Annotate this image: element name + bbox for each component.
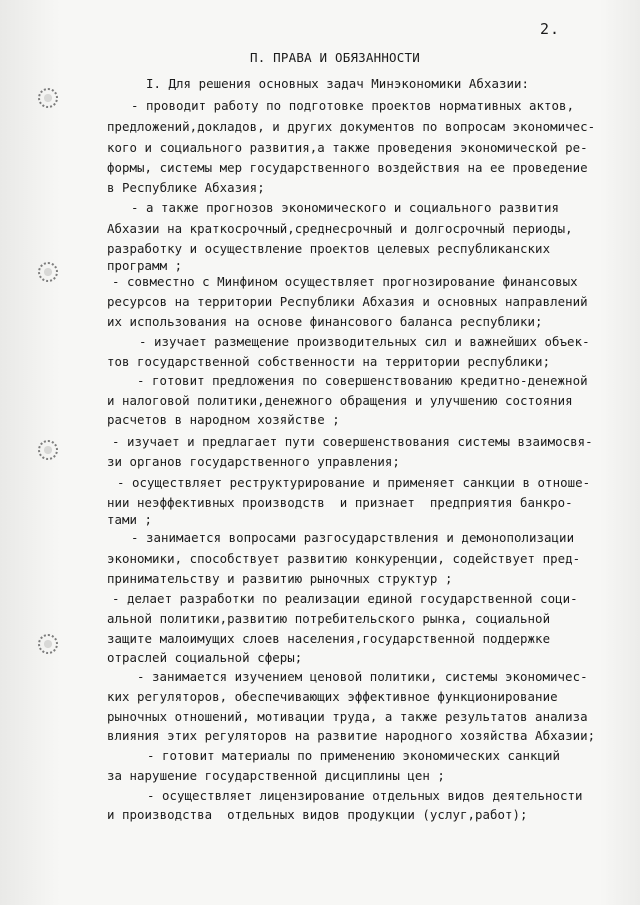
text-line: - осуществляет лицензирование отдельных видов деятельности bbox=[147, 788, 583, 803]
text-line: экономики, способствует развитию конкуренции, содействует пред- bbox=[107, 551, 581, 566]
text-line: - занимается вопросами разгосударствления и демонополизации bbox=[131, 530, 575, 545]
text-line: - готовит материалы по применению экономических санкций bbox=[147, 748, 561, 763]
text-line: зи органов государственного управления; bbox=[107, 454, 400, 469]
text-line: влияния этих регуляторов на развитие народного хозяйства Абхазии; bbox=[107, 728, 596, 743]
text-line: - проводит работу по подготовке проектов нормативных актов, bbox=[131, 98, 575, 113]
text-line: нии неэффективных производств и признает предприятия банкро- bbox=[107, 495, 573, 510]
text-line: формы, системы мер государственного воздействия на ее проведение bbox=[107, 160, 588, 175]
text-line: - занимается изучением ценовой политики, системы экономичес- bbox=[137, 669, 588, 684]
text-line: кого и социального развития,а также проведения экономической ре- bbox=[107, 140, 588, 155]
text-line: - готовит предложения по совершенствованию кредитно-денежной bbox=[137, 373, 588, 388]
text-line: разработку и осуществление проектов целевых республиканских bbox=[107, 241, 551, 256]
text-line: ресурсов на территории Республики Абхазия и основных направлений bbox=[107, 294, 588, 309]
binder-hole-mark bbox=[38, 88, 58, 108]
text-line: в Республике Абхазия; bbox=[107, 180, 265, 195]
text-line: за нарушение государственной дисциплины цен ; bbox=[107, 768, 445, 783]
text-line: - изучает и предлагает пути совершенствования системы взаимосвя- bbox=[112, 434, 593, 449]
text-line: отраслей социальной сферы; bbox=[107, 650, 303, 665]
text-line: тами ; bbox=[107, 512, 153, 527]
text-line: и налоговой политики,денежного обращения и улучшению состояния bbox=[107, 393, 573, 408]
text-line: предложений,докладов, и других документов по вопросам экономичес- bbox=[107, 119, 596, 134]
text-line: рыночных отношений, мотивации труда, а также результатов анализа bbox=[107, 709, 588, 724]
binder-hole-mark bbox=[38, 440, 58, 460]
text-line: - осуществляет реструктурирование и применяет санкции в отноше- bbox=[117, 475, 591, 490]
text-line: их использования на основе финансового баланса республики; bbox=[107, 314, 543, 329]
text-line: защите малоимущих слоев населения,государственной поддержке bbox=[107, 631, 551, 646]
section-title: П. ПРАВА И ОБЯЗАННОСТИ bbox=[250, 50, 420, 65]
text-line: - изучает размещение производительных сил и важнейших объек- bbox=[139, 334, 590, 349]
text-line: I. Для решения основных задач Минэкономики Абхазии: bbox=[146, 76, 529, 91]
text-line: - совместно с Минфином осуществляет прогнозирование финансовых bbox=[112, 274, 578, 289]
binder-hole-mark bbox=[38, 634, 58, 654]
text-line: - а также прогнозов экономического и социального развития bbox=[131, 200, 560, 215]
text-line: ких регуляторов, обеспечивающих эффективное функционирование bbox=[107, 689, 558, 704]
text-line: программ ; bbox=[107, 258, 183, 273]
text-line: и производства отдельных видов продукции (услуг,работ); bbox=[107, 807, 528, 822]
text-line: расчетов в народном хозяйстве ; bbox=[107, 412, 340, 427]
binder-hole-mark bbox=[38, 262, 58, 282]
text-line: тов государственной собственности на территории республики; bbox=[107, 354, 551, 369]
text-line: принимательству и развитию рыночных структур ; bbox=[107, 571, 453, 586]
text-line: Абхазии на краткосрочный,среднесрочный и долгосрочный периоды, bbox=[107, 221, 573, 236]
text-line: - делает разработки по реализации единой государственной соци- bbox=[112, 591, 578, 606]
text-line: альной политики,развитию потребительского рынка, социальной bbox=[107, 611, 551, 626]
page-number: 2. bbox=[540, 20, 561, 38]
